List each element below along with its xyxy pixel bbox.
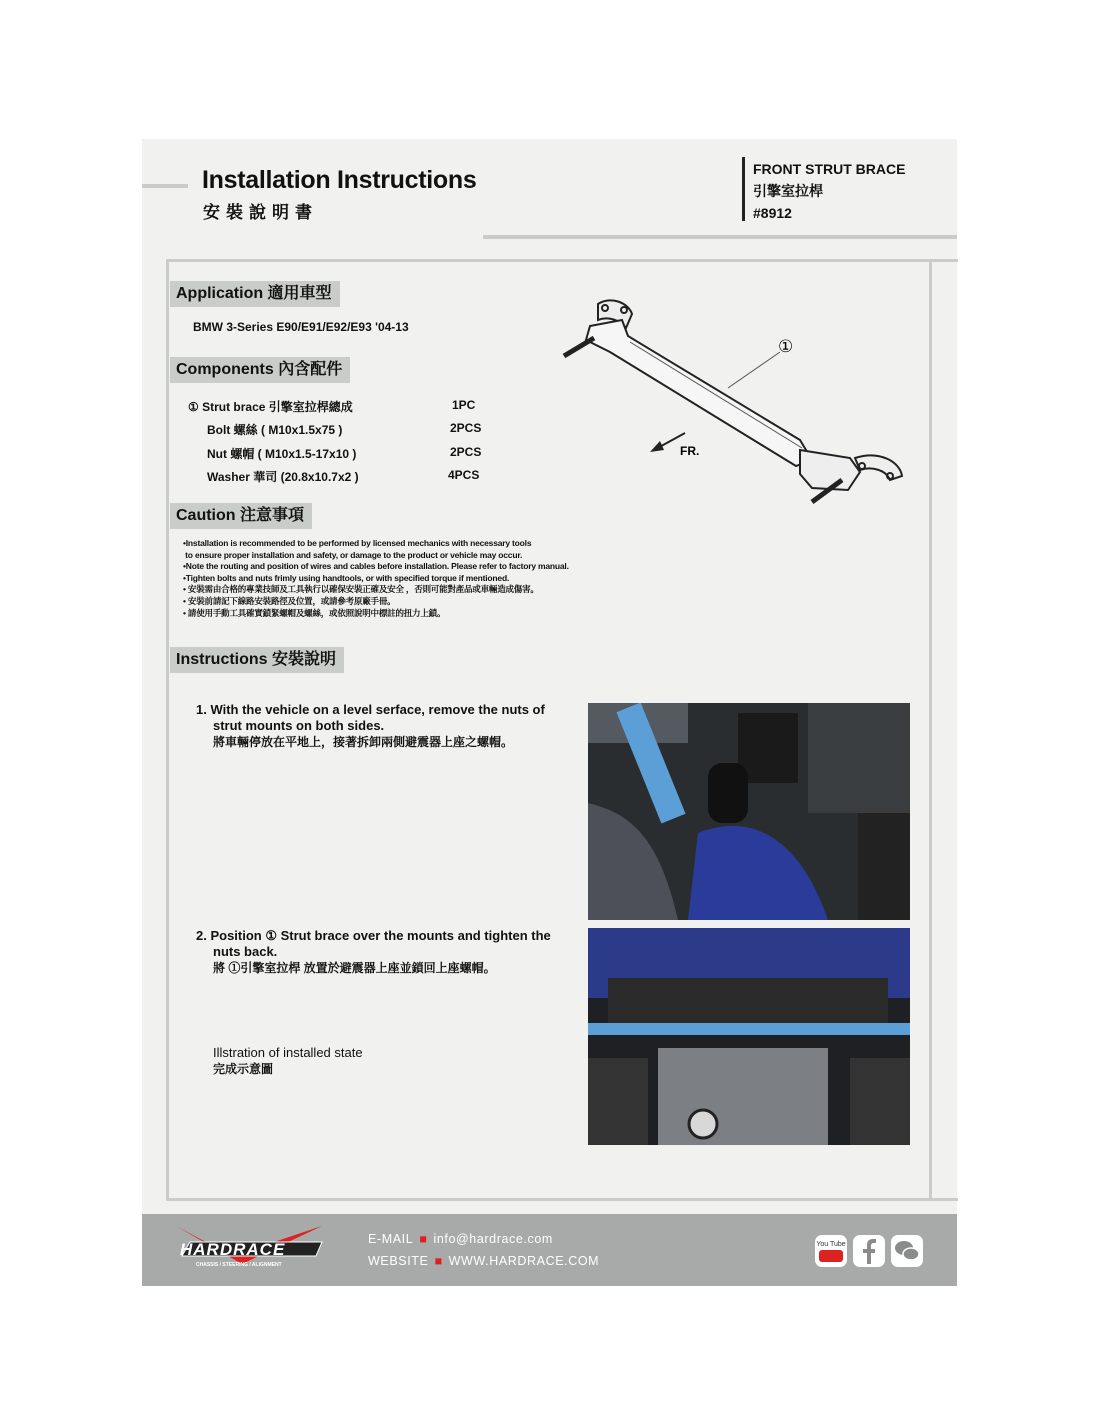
product-name-zh: 引擎室拉桿: [753, 183, 823, 199]
step-1-text-zh: 將車輛停放在平地上，接著拆卸兩側避震器上座之螺帽。: [213, 735, 514, 749]
photo-installed-image: [588, 928, 910, 1145]
product-info: [753, 158, 905, 224]
callout-leader: [728, 352, 780, 388]
application-text: BMW 3-Series E90/E91/E92/E93 '04-13: [193, 320, 409, 334]
component-qty: 2PCS: [450, 421, 482, 435]
component-name: ① Strut brace 引擎室拉桿總成: [188, 400, 353, 414]
illustration-caption-en: Illstration of installed state: [213, 1045, 363, 1060]
website-line: [368, 1254, 599, 1268]
section-components: Components 內含配件: [170, 357, 350, 383]
brand-tagline: CHASSIS / STEERING / ALIGNMENT: [196, 1262, 282, 1268]
step-1: [196, 702, 576, 750]
product-name: FRONT STRUT BRACE: [753, 161, 906, 177]
caution-line: • 請使用手動工具確實鎖緊螺帽及螺絲，或依照說明中標註的扭力上鎖。: [183, 607, 446, 618]
bullet-icon: ■: [419, 1232, 428, 1246]
wechat-icon[interactable]: [890, 1234, 924, 1268]
illustration-caption: [213, 1045, 593, 1077]
strut-brace-drawing: [564, 300, 902, 502]
youtube-icon[interactable]: [814, 1234, 848, 1268]
component-qty: 1PC: [452, 398, 476, 412]
section-application: Application 適用車型: [170, 281, 340, 307]
component-qty: 2PCS: [450, 445, 482, 459]
part-number: #8912: [753, 205, 792, 221]
bullet-icon: ■: [434, 1254, 443, 1268]
component-name: Washer 華司 (20.8x10.7x2 ): [207, 470, 359, 484]
caution-text: [183, 538, 569, 619]
illustration-caption-zh: 完成示意圖: [213, 1062, 274, 1076]
page-title-zh: 安裝說明書: [203, 203, 318, 223]
step-2-text-cont: nuts back.: [213, 944, 278, 959]
component-name: Bolt 螺絲 ( M10x1.5x75 ): [207, 423, 343, 437]
caution-line: • 安裝前請記下線路安裝路徑及位置，或請參考原廠手冊。: [183, 595, 396, 606]
page-title: Installation Instructions: [202, 166, 477, 194]
caution-line: • 安裝需由合格的專業技師及工具執行以確保安裝正確及安全 ，否則可能對產品或車輛造成傷害。: [183, 584, 539, 595]
header-rule-right: [483, 235, 957, 239]
caution-line: •Tighten bolts and nuts frimly using handtools, or with specified torque if mentioned.: [183, 572, 510, 583]
direction-label: FR.: [680, 444, 700, 458]
header-divider: [742, 157, 745, 221]
youtube-icon-label: You Tube: [816, 1241, 846, 1248]
caution-line: •Installation is recommended to be performed by licensed mechanics with necessary tools: [183, 538, 532, 548]
section-instructions: Instructions 安裝說明: [170, 647, 344, 673]
website-link[interactable]: WWW.HARDRACE.COM: [448, 1254, 600, 1268]
step-2: [196, 928, 576, 976]
section-caution: Caution 注意事項: [170, 503, 312, 529]
photo-strut-mount-image: [588, 703, 910, 920]
caution-line: to ensure proper installation and safety, or damage to the product or vehicle may occur.: [183, 549, 523, 560]
step-2-text: 2. Position ① Strut brace over the mounts and tighten the: [196, 928, 551, 943]
step-1-text-cont: strut mounts on both sides.: [213, 718, 385, 733]
component-name: Nut 螺帽 ( M10x1.5-17x10 ): [207, 447, 357, 461]
website-label: WEBSITE: [368, 1254, 429, 1268]
step-2-text-zh: 將 ①引擎室拉桿 放置於避震器上座並鎖回上座螺帽。: [213, 961, 496, 975]
callout-number: ①: [778, 337, 794, 357]
content-frame-right: [929, 259, 932, 1201]
photo-installed-state: [588, 928, 910, 1145]
photo-strut-mount: [588, 703, 910, 920]
header-rule-left: [142, 184, 188, 188]
email-line: [368, 1232, 553, 1246]
facebook-icon[interactable]: [852, 1234, 886, 1268]
brand-name: HARDRACE: [180, 1240, 286, 1259]
email-link[interactable]: info@hardrace.com: [433, 1232, 553, 1246]
step-1-text: 1. With the vehicle on a level serface, remove the nuts of: [196, 702, 545, 717]
caution-line: •Note the routing and position of wires and cables before installation. Please refer to factory manual.: [183, 561, 569, 572]
email-label: E-MAIL: [368, 1232, 414, 1246]
strut-brace-diagram: [550, 290, 920, 510]
component-qty: 4PCS: [448, 468, 480, 482]
